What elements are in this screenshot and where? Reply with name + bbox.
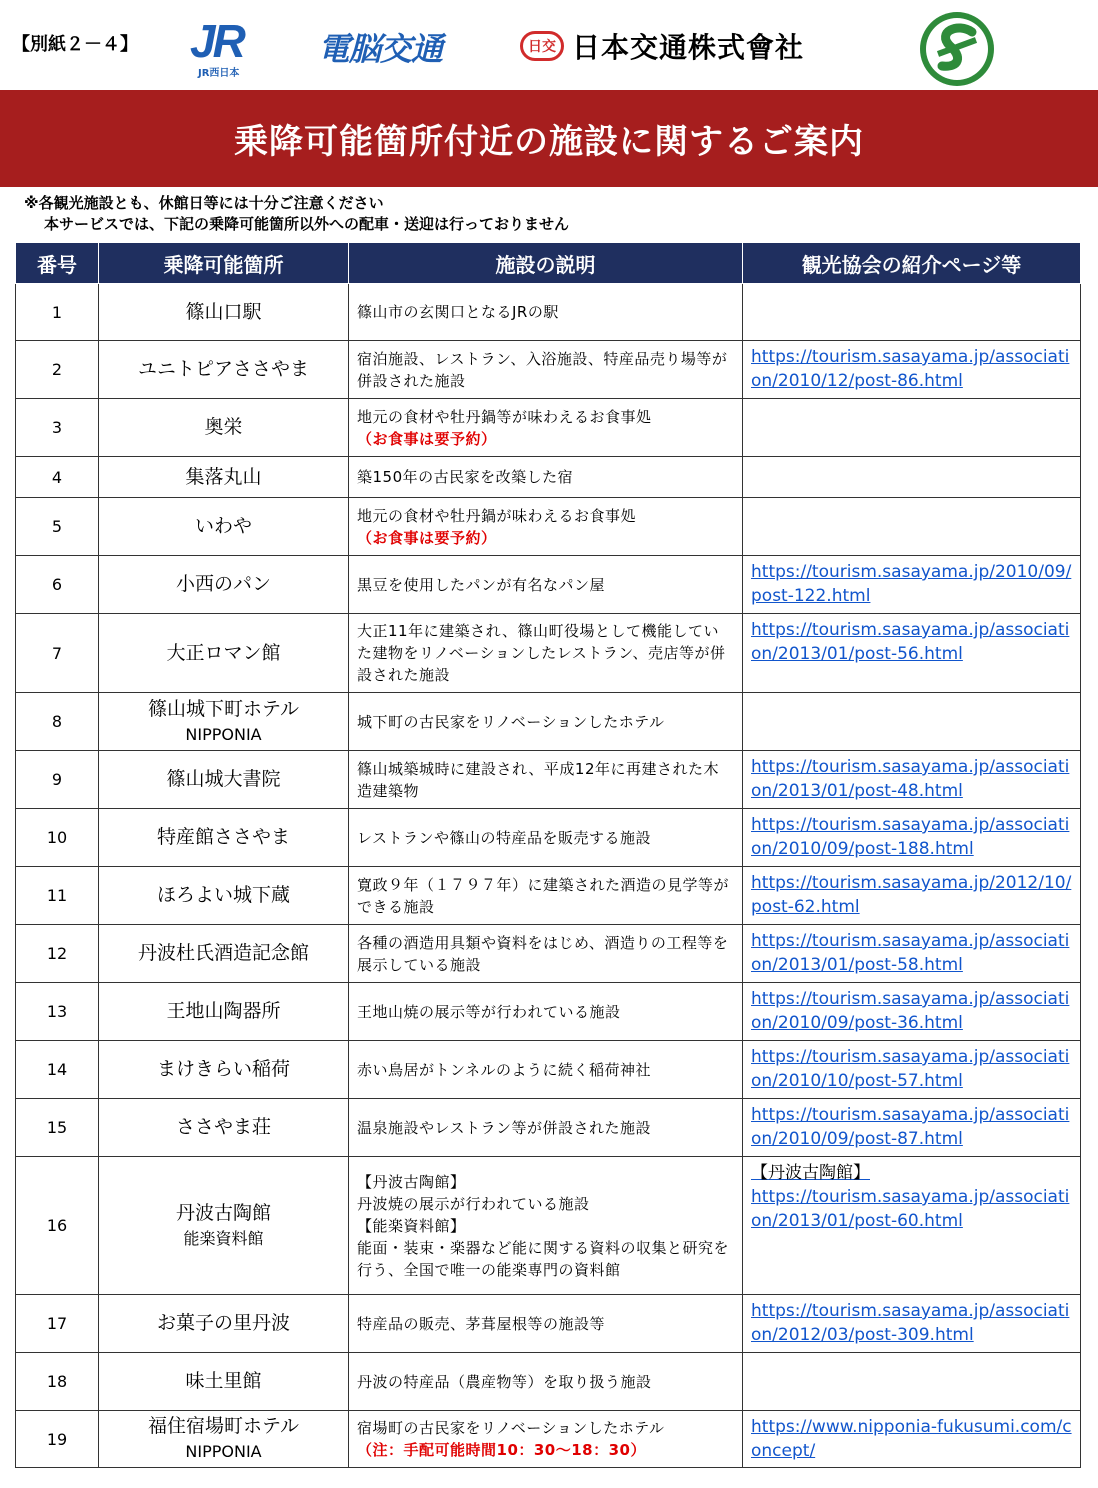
nihon-kotsu-logo [520, 26, 804, 66]
link-cell [743, 341, 1081, 399]
tourism-page-link[interactable]: https://tourism.sasayama.jp/association/2012/03/post-309.html [751, 1301, 1070, 1345]
link-cell [743, 1353, 1081, 1411]
description-cell [349, 341, 743, 399]
location-name: 丹波古陶館 [175, 1201, 271, 1224]
table-row [16, 1157, 1081, 1295]
table-header-row [16, 243, 1081, 284]
location-name: ほろよい城下蔵 [156, 884, 290, 906]
location-cell [99, 1099, 349, 1157]
table-row [16, 809, 1081, 867]
row-number: 5 [16, 498, 99, 556]
location-cell [99, 1041, 349, 1099]
tourism-page-link[interactable]: https://tourism.sasayama.jp/association/2013/01/post-56.html [751, 620, 1070, 664]
location-cell [99, 614, 349, 693]
row-number: 1 [16, 284, 99, 341]
facility-description: 篠山市の玄関口となるJRの駅 [357, 303, 559, 321]
facility-description: 丹波の特産品（農産物等）を取り扱う施設 [357, 1372, 652, 1391]
facility-description: 王地山焼の展示等が行われている施設 [357, 1002, 621, 1021]
header-tourism-page: 観光協会の紹介ページ等 [743, 243, 1081, 284]
location-cell [99, 284, 349, 341]
link-cell [743, 983, 1081, 1041]
table-row [16, 983, 1081, 1041]
facility-description: 各種の酒造用具類や資料をはじめ、酒造りの工程等を展示している施設 [357, 933, 729, 974]
description-cell [349, 693, 743, 751]
tourism-page-link[interactable]: https://tourism.sasayama.jp/association/2010/09/post-87.html [751, 1105, 1070, 1149]
facility-description: 篠山城築城時に建設され、平成12年に再建された木造建築物 [357, 759, 719, 800]
tourism-page-link[interactable]: https://tourism.sasayama.jp/association/2013/01/post-48.html [751, 757, 1070, 801]
nikko-badge: 日交 [520, 31, 564, 61]
location-cell [99, 1157, 349, 1295]
link-cell [743, 1041, 1081, 1099]
facility-description: 赤い鳥居がトンネルのように続く稲荷神社 [357, 1060, 652, 1079]
table-row [16, 341, 1081, 399]
tourism-page-link[interactable]: https://tourism.sasayama.jp/association/2013/01/post-60.html [751, 1187, 1070, 1231]
location-name-sub: NIPPONIA [185, 1442, 262, 1461]
nikko-company-name: 日本交通株式會社 [572, 31, 805, 64]
location-cell [99, 925, 349, 983]
table-row [16, 751, 1081, 809]
link-cell [743, 693, 1081, 751]
link-cell [743, 457, 1081, 498]
location-cell [99, 983, 349, 1041]
description-cell [349, 1295, 743, 1353]
row-number: 6 [16, 556, 99, 614]
description-cell [349, 1157, 743, 1295]
header-location: 乗降可能箇所 [99, 243, 349, 284]
facility-description: 城下町の古民家をリノベーションしたホテル [357, 712, 665, 731]
link-cell [743, 1411, 1081, 1468]
link-title: 【丹波古陶館】 [751, 1163, 870, 1183]
link-cell [743, 284, 1081, 341]
facility-note: （お食事は要予約） [357, 429, 497, 448]
table-row [16, 498, 1081, 556]
description-cell [349, 1099, 743, 1157]
table-row [16, 925, 1081, 983]
table-row [16, 693, 1081, 751]
location-name: 福住宿場町ホテル [147, 1415, 300, 1437]
description-cell [349, 1353, 743, 1411]
link-cell [743, 925, 1081, 983]
row-number: 14 [16, 1041, 99, 1099]
denno-kotsu-logo: 電脳交通 [318, 30, 443, 68]
facility-description: 築150年の古民家を改築した宿 [357, 468, 574, 486]
row-number: 8 [16, 693, 99, 751]
table-row [16, 1295, 1081, 1353]
description-cell [349, 751, 743, 809]
facility-note: （注：手配可能時間10：30～18：30） [357, 1441, 646, 1459]
link-cell [743, 1157, 1081, 1295]
location-name: ささやま荘 [175, 1116, 271, 1138]
facility-description: 寛政９年（１７９７年）に建築された酒造の見学等ができる施設 [357, 875, 730, 916]
location-name: 集落丸山 [185, 465, 262, 488]
tourism-page-link[interactable]: https://tourism.sasayama.jp/2012/10/post-62.html [751, 873, 1072, 917]
description-cell [349, 1041, 743, 1099]
description-cell [349, 556, 743, 614]
facility-description: 宿泊施設、レストラン、入浴施設、特産品売り場等が併設された施設 [357, 349, 728, 390]
location-cell [99, 341, 349, 399]
link-cell [743, 751, 1081, 809]
row-number: 15 [16, 1099, 99, 1157]
row-number: 12 [16, 925, 99, 983]
facility-description: 地元の食材や牡丹鍋等が味わえるお食事処 [357, 407, 652, 426]
facility-description: 温泉施設やレストラン等が併設された施設 [357, 1118, 652, 1137]
description-cell [349, 983, 743, 1041]
table-row [16, 1041, 1081, 1099]
tourism-page-link[interactable]: https://tourism.sasayama.jp/2010/09/post-122.html [751, 562, 1072, 606]
sasayama-city-emblem-icon [918, 10, 996, 88]
location-name: まけきらい稲荷 [156, 1058, 290, 1080]
tourism-page-link[interactable]: https://tourism.sasayama.jp/association/2010/09/post-188.html [751, 815, 1070, 859]
location-cell [99, 693, 349, 751]
description-cell [349, 284, 743, 341]
description-cell [349, 867, 743, 925]
facility-description: 大正11年に建築され、篠山町役場として機能していた建物をリノベーションしたレストラン、売店等が併設された施設 [357, 622, 726, 684]
facility-table [15, 242, 1080, 1468]
description-cell [349, 457, 743, 498]
location-cell [99, 399, 349, 457]
location-name: 篠山口駅 [185, 300, 262, 323]
link-cell [743, 614, 1081, 693]
row-number: 7 [16, 614, 99, 693]
location-cell [99, 556, 349, 614]
location-cell [99, 751, 349, 809]
row-number: 18 [16, 1353, 99, 1411]
facility-description: 黒豆を使用したパンが有名なパン屋 [357, 575, 606, 594]
tourism-page-link[interactable]: https://tourism.sasayama.jp/association/2010/09/post-36.html [751, 989, 1070, 1033]
table-row [16, 1353, 1081, 1411]
location-cell [99, 809, 349, 867]
description-cell [349, 614, 743, 693]
table-row [16, 1099, 1081, 1157]
location-name: ユニトピアささやま [137, 358, 309, 380]
location-name: いわや [194, 515, 252, 537]
facility-description: 特産品の販売、茅葺屋根等の施設等 [357, 1314, 606, 1333]
location-name: 篠山城大書院 [166, 768, 281, 790]
location-cell [99, 1411, 349, 1468]
page-title: 乗降可能箇所付近の施設に関するご案内 [234, 122, 864, 162]
location-cell [99, 867, 349, 925]
tourism-page-link[interactable]: https://www.nipponia-fukusumi.com/concept/ [751, 1417, 1072, 1461]
description-cell [349, 809, 743, 867]
location-name: 王地山陶器所 [166, 1000, 281, 1022]
row-number: 17 [16, 1295, 99, 1353]
notice-line-1: ※各観光施設とも、休館日等には十分ご注意ください [24, 194, 384, 212]
location-cell [99, 457, 349, 498]
description-cell [349, 498, 743, 556]
row-number: 9 [16, 751, 99, 809]
link-cell [743, 809, 1081, 867]
location-name: 小西のパン [175, 573, 271, 595]
row-number: 19 [16, 1411, 99, 1468]
table-row [16, 457, 1081, 498]
location-name: 篠山城下町ホテル [147, 697, 300, 720]
notice-text [24, 193, 569, 235]
location-name: 大正ロマン館 [166, 641, 281, 664]
header-number: 番号 [16, 243, 99, 284]
jr-logo-mark: JR [190, 15, 243, 67]
link-cell [743, 1099, 1081, 1157]
facility-description: レストランや篠山の特産品を販売する施設 [357, 828, 652, 847]
table-row [16, 284, 1081, 341]
tourism-page-link[interactable]: https://tourism.sasayama.jp/association/2010/10/post-57.html [751, 1047, 1070, 1091]
tourism-page-link[interactable]: https://tourism.sasayama.jp/association/2013/01/post-58.html [751, 931, 1070, 975]
row-number: 11 [16, 867, 99, 925]
link-cell [743, 1295, 1081, 1353]
table-row [16, 556, 1081, 614]
jr-logo-subtext: JR西日本 [198, 68, 240, 79]
facility-note: （お食事は要予約） [357, 528, 497, 547]
row-number: 2 [16, 341, 99, 399]
link-cell [743, 556, 1081, 614]
location-name: 奥栄 [204, 416, 243, 438]
facility-description: 【丹波古陶館】 丹波焼の展示が行われている施設 【能楽資料館】 能面・装束・楽器など能に関する資料の収集と研究を行う、全国で唯一の能楽専門の資料館 [357, 1172, 730, 1279]
description-cell [349, 399, 743, 457]
tourism-page-link[interactable]: https://tourism.sasayama.jp/association/2010/12/post-86.html [751, 347, 1070, 391]
description-cell [349, 925, 743, 983]
table-row [16, 867, 1081, 925]
row-number: 13 [16, 983, 99, 1041]
location-name-sub: 能楽資料館 [183, 1228, 264, 1248]
location-cell [99, 1353, 349, 1411]
jr-west-logo [190, 15, 270, 79]
appendix-label: 【別紙２－４】 [12, 34, 138, 55]
location-name: お菓子の里丹波 [156, 1312, 290, 1334]
table-row [16, 1411, 1081, 1468]
location-name-sub: NIPPONIA [185, 724, 262, 744]
facility-description: 地元の食材や牡丹鍋が味わえるお食事処 [357, 506, 637, 525]
description-cell [349, 1411, 743, 1468]
location-cell [99, 498, 349, 556]
location-name: 味土里館 [185, 1370, 262, 1392]
row-number: 3 [16, 399, 99, 457]
row-number: 16 [16, 1157, 99, 1295]
row-number: 4 [16, 457, 99, 498]
facility-description: 宿場町の古民家をリノベーションしたホテル [357, 1419, 665, 1437]
table-row [16, 399, 1081, 457]
link-cell [743, 867, 1081, 925]
header-description: 施設の説明 [349, 243, 743, 284]
row-number: 10 [16, 809, 99, 867]
table-row [16, 614, 1081, 693]
location-name: 特産館ささやま [156, 826, 290, 848]
title-banner [0, 90, 1098, 187]
location-cell [99, 1295, 349, 1353]
link-cell [743, 498, 1081, 556]
location-name: 丹波杜氏酒造記念館 [137, 942, 309, 964]
link-cell [743, 399, 1081, 457]
notice-line-2: 本サービスでは、下記の乗降可能箇所以外への配車・送迎は行っておりません [44, 215, 570, 233]
